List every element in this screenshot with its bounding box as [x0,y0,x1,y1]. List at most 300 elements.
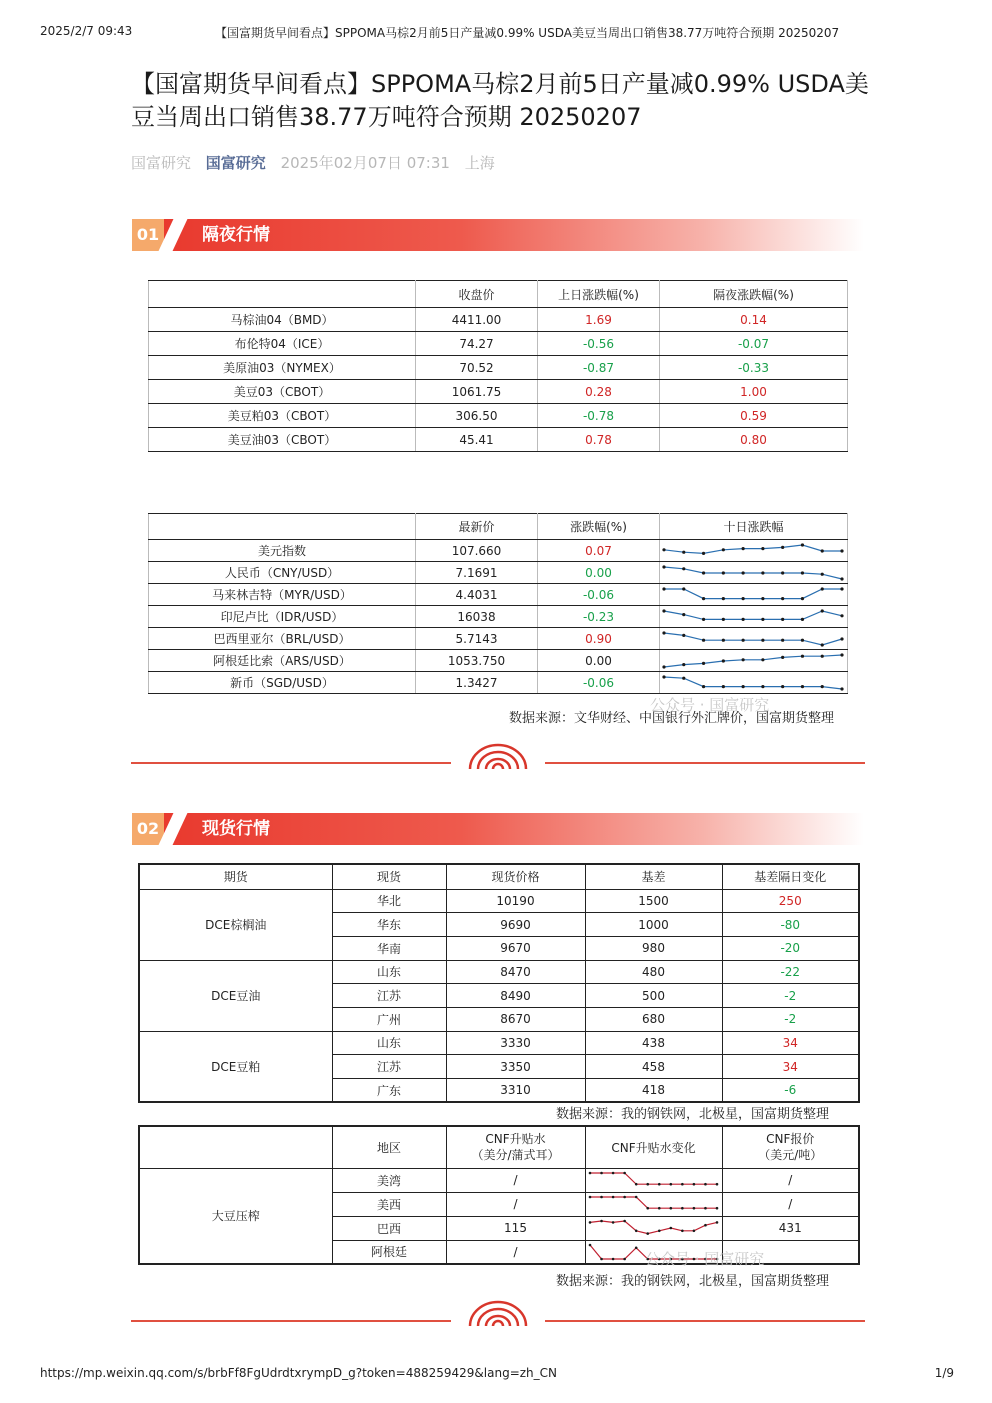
trend-point [681,1207,684,1210]
trend-point [761,638,764,641]
basis-change: 34 [722,1031,859,1055]
trend-point [742,658,745,661]
spot-region: 广州 [332,1007,446,1031]
trend-point [761,571,764,574]
trend-point [623,1220,626,1223]
basis: 680 [585,1007,722,1031]
basis: 980 [585,936,722,960]
trend-line [664,677,842,689]
trend-point [600,1196,603,1199]
ten-day-sparkline [660,585,846,605]
column-header: 上日涨跌幅(%) [538,281,660,308]
divider-line-right [545,762,865,764]
table-row [149,606,848,628]
overnight-change: 1.00 [660,380,848,404]
trend-point [781,638,784,641]
trend-point [722,597,725,600]
currency-name: 美元指数 [149,540,416,562]
column-header: CNF升贴水 （美分/蒲式耳） [446,1126,585,1168]
trend-point [722,638,725,641]
article-meta [131,152,505,173]
trend-point [646,1183,649,1186]
cnf-trend-cell [585,1216,722,1240]
close-price: 1061.75 [416,380,538,404]
close-price: 70.52 [416,356,538,380]
section-number: 01 [132,219,164,251]
trend-point [702,571,705,574]
ten-day-trend-cell [660,562,848,584]
origin-region: 阿根廷 [332,1240,446,1264]
currency-name: 印尼卢比（IDR/USD） [149,606,416,628]
watermark: 公众号 · 国富研究 [645,1250,765,1268]
ten-day-trend-cell [660,584,848,606]
table-row [149,404,848,428]
trend-point [715,1207,718,1210]
cnf-premium-table [138,1125,860,1265]
trend-point [781,685,784,688]
trend-point [722,571,725,574]
column-header: 基差隔日变化 [722,864,859,889]
trend-point [588,1221,591,1224]
cnf-sparkline [586,1217,721,1239]
trend-point [781,597,784,600]
print-datetime: 2025/2/7 09:43 [40,24,133,38]
cnf-premium: / [446,1192,585,1216]
trend-point [682,676,685,679]
currency-name: 人民币（CNY/USD） [149,562,416,584]
cnf-sparkline [586,1169,721,1191]
data-source-note: 数据来源：我的钢铁网，北极星，国富期货整理 [556,1107,830,1122]
trend-point [634,1183,637,1186]
column-header [139,1126,332,1168]
trend-point [682,550,685,553]
basis: 500 [585,984,722,1008]
trend-point [657,1207,660,1210]
latest-price: 4.4031 [416,584,538,606]
instrument-name: 美豆03（CBOT） [149,380,416,404]
basis: 438 [585,1031,722,1055]
trend-point [682,663,685,666]
change-pct: -0.23 [538,606,660,628]
origin-region: 美湾 [332,1168,446,1192]
ten-day-sparkline [660,607,846,627]
spot-region: 江苏 [332,1055,446,1079]
trend-point [840,614,843,617]
basis-change: 34 [722,1055,859,1079]
basis-change: -20 [722,936,859,960]
change-pct: -0.06 [538,672,660,694]
overnight-change: -0.33 [660,356,848,380]
trend-point [715,1221,718,1224]
cnf-sparkline [586,1193,721,1215]
spot-price: 3330 [446,1031,585,1055]
trend-point [761,617,764,620]
basis-change: -22 [722,960,859,984]
trend-point [662,548,665,551]
spot-price: 8470 [446,960,585,984]
trend-point [600,1220,603,1223]
trend-point [588,1172,591,1175]
close-price: 306.50 [416,404,538,428]
spot-price: 8490 [446,984,585,1008]
trend-point [682,633,685,636]
spot-price-table [138,863,860,1103]
section-title: 隔夜行情 [202,225,270,245]
divider-line-left [131,762,451,764]
instrument-name: 美豆油03（CBOT） [149,428,416,452]
table-row [149,562,848,584]
trend-point [682,613,685,616]
spot-price: 10190 [446,889,585,913]
instrument-name: 布伦特04（ICE） [149,332,416,356]
trend-point [669,1183,672,1186]
divider-line-left [131,1320,451,1322]
trend-point [742,685,745,688]
table-row [149,672,848,694]
futures-contract: DCE棕榈油 [139,889,332,960]
trend-point [692,1207,695,1210]
trend-point [662,631,665,634]
table-row [149,584,848,606]
close-price: 45.41 [416,428,538,452]
trend-point [623,1172,626,1175]
section-number: 02 [132,813,164,845]
latest-price: 5.7143 [416,628,538,650]
change-pct: 0.00 [538,562,660,584]
trend-point [669,1227,672,1230]
spot-region: 华北 [332,889,446,913]
trend-point [702,597,705,600]
ten-day-sparkline [660,651,846,671]
cnf-premium: / [446,1240,585,1264]
table-row [149,356,848,380]
cnf-premium: 115 [446,1216,585,1240]
trend-point [722,617,725,620]
instrument-name: 马棕油04（BMD） [149,308,416,332]
column-header: CNF报价 （美元/吨） [722,1126,859,1168]
trend-point [821,609,824,612]
table-row [139,1168,859,1192]
instrument-name: 美豆粕03（CBOT） [149,404,416,428]
trend-point [742,597,745,600]
spot-price: 9670 [446,936,585,960]
trend-point [692,1183,695,1186]
change-pct: -0.06 [538,584,660,606]
column-header [149,514,416,540]
trend-point [681,1183,684,1186]
trend-point [781,545,784,548]
column-header: 基差 [585,864,722,889]
cnf-trend-cell [585,1168,722,1192]
trend-point [657,1230,660,1233]
change-pct: 0.90 [538,628,660,650]
trend-point [781,655,784,658]
column-header: 十日涨跌幅 [660,514,848,540]
trend-line [664,567,842,579]
trend-point [781,571,784,574]
table-row [149,332,848,356]
spot-region: 华南 [332,936,446,960]
cloud-ornament-icon [466,740,530,770]
column-header: 涨跌幅(%) [538,514,660,540]
trend-point [840,687,843,690]
overnight-change: 0.80 [660,428,848,452]
overnight-change: -0.07 [660,332,848,356]
trend-point [588,1196,591,1199]
trend-point [722,548,725,551]
publish-date: 2025年02月07日 07:31 [280,154,450,172]
column-header: 现货 [332,864,446,889]
table-row [149,308,848,332]
basis-change: 250 [722,889,859,913]
data-source-note: 数据来源：文华财经、中国银行外汇牌价，国富期货整理 [509,711,835,726]
trend-point [634,1246,637,1249]
print-doc-title: 【国富期货早间看点】SPPOMA马棕2月前5日产量减0.99% USDA美豆当周出口销售38.77万吨符合预期 20250207 [215,26,840,40]
trend-point [821,685,824,688]
trend-point [682,567,685,570]
author: 国富研究 [131,154,192,172]
trend-line [664,633,842,645]
prev-day-change: -0.56 [538,332,660,356]
trend-point [702,685,705,688]
column-header [149,281,416,308]
trend-point [821,549,824,552]
column-header: CNF升贴水变化 [585,1126,722,1168]
spot-price: 9690 [446,913,585,937]
trend-point [682,587,685,590]
trend-line [664,655,842,667]
prev-day-change: -0.78 [538,404,660,428]
print-page-number: 1/9 [934,1366,954,1380]
trend-point [702,661,705,664]
trend-point [702,551,705,554]
trend-point [840,587,843,590]
spot-price: 3350 [446,1055,585,1079]
trend-point [646,1232,649,1235]
overnight-quotes-table [148,280,848,452]
trend-point [742,571,745,574]
column-header: 收盘价 [416,281,538,308]
basis-change: -80 [722,913,859,937]
trend-point [623,1196,626,1199]
column-header: 现货价格 [446,864,585,889]
trend-line [664,611,842,619]
currency-name: 马来林吉特（MYR/USD） [149,584,416,606]
prev-day-change: -0.87 [538,356,660,380]
trend-point [722,685,725,688]
basis-change: -2 [722,984,859,1008]
overnight-change: 0.14 [660,308,848,332]
cnf-quote: 431 [722,1216,859,1240]
data-source-note: 数据来源：我的钢铁网，北极星，国富期货整理 [556,1274,830,1289]
trend-point [801,638,804,641]
table-row [149,540,848,562]
column-header: 最新价 [416,514,538,540]
trend-point [761,658,764,661]
change-pct: 0.07 [538,540,660,562]
table-row [139,960,859,984]
trend-point [742,638,745,641]
ten-day-trend-cell [660,672,848,694]
spot-price: 3310 [446,1079,585,1103]
cnf-quote: / [722,1192,859,1216]
prev-day-change: 0.28 [538,380,660,404]
spot-region: 山东 [332,1031,446,1055]
spot-region: 山东 [332,960,446,984]
table-row [149,650,848,672]
trend-point [840,577,843,580]
table-row [149,428,848,452]
trend-point [588,1243,591,1246]
trend-line [590,1173,717,1184]
crush-group: 大豆压榨 [139,1168,332,1264]
origin-region: 美西 [332,1192,446,1216]
ten-day-sparkline [660,541,846,561]
trend-point [704,1207,707,1210]
trend-line [664,545,842,553]
latest-price: 7.1691 [416,562,538,584]
trend-point [704,1224,707,1227]
spot-region: 广东 [332,1079,446,1103]
trend-point [702,617,705,620]
trend-point [702,638,705,641]
divider-line-right [545,1320,865,1322]
latest-price: 107.660 [416,540,538,562]
ten-day-sparkline [660,673,846,693]
trend-point [761,685,764,688]
table-row [139,889,859,913]
close-price: 74.27 [416,332,538,356]
trend-point [761,597,764,600]
trend-point [662,587,665,590]
latest-price: 16038 [416,606,538,628]
trend-point [715,1183,718,1186]
trend-point [742,617,745,620]
currency-name: 新币（SGD/USD） [149,672,416,694]
ten-day-trend-cell [660,628,848,650]
trend-line [664,589,842,599]
latest-price: 1.3427 [416,672,538,694]
publish-location: 上海 [464,154,495,172]
trend-point [662,609,665,612]
trend-point [662,675,665,678]
trend-point [692,1230,695,1233]
basis-change: -2 [722,1007,859,1031]
trend-point [821,587,824,590]
column-header: 隔夜涨跌幅(%) [660,281,848,308]
table-row [149,380,848,404]
trend-point [761,547,764,550]
instrument-name: 美原油03（NYMEX） [149,356,416,380]
account-link[interactable]: 国富研究 [205,154,266,172]
watermark: 公众号 · 国富研究 [650,696,770,714]
cloud-ornament-icon [466,1297,530,1327]
ten-day-trend-cell [660,606,848,628]
basis: 418 [585,1079,722,1103]
table-row [139,1031,859,1055]
trend-point [821,572,824,575]
trend-point [801,685,804,688]
spot-price: 8670 [446,1007,585,1031]
currency-name: 巴西里亚尔（BRL/USD） [149,628,416,650]
trend-point [600,1172,603,1175]
article-title: 【国富期货早间看点】SPPOMA马棕2月前5日产量减0.99% USDA美豆当周出口销售38.77万吨符合预期 20250207 [131,70,869,131]
close-price: 4411.00 [416,308,538,332]
futures-contract: DCE豆粕 [139,1031,332,1102]
spot-region: 江苏 [332,984,446,1008]
ten-day-sparkline [660,563,846,583]
prev-day-change: 0.78 [538,428,660,452]
trend-point [801,597,804,600]
trend-point [681,1230,684,1233]
basis: 1000 [585,913,722,937]
latest-price: 1053.750 [416,650,538,672]
column-header: 期货 [139,864,332,889]
trend-point [781,617,784,620]
ten-day-sparkline [660,629,846,649]
overnight-change: 0.59 [660,404,848,428]
trend-line [590,1221,717,1234]
basis: 1500 [585,889,722,913]
trend-point [600,1257,603,1260]
trend-point [801,543,804,546]
trend-point [611,1172,614,1175]
cnf-trend-cell [585,1192,722,1216]
fx-quotes-table [148,513,848,694]
trend-point [662,665,665,668]
trend-point [801,617,804,620]
trend-point [722,659,725,662]
trend-point [801,571,804,574]
trend-point [821,654,824,657]
trend-point [646,1207,649,1210]
currency-name: 阿根廷比索（ARS/USD） [149,650,416,672]
futures-contract: DCE豆油 [139,960,332,1031]
change-pct: 0.00 [538,650,660,672]
trend-point [840,549,843,552]
cnf-quote: / [722,1168,859,1192]
trend-point [611,1196,614,1199]
print-url: https://mp.weixin.qq.com/s/brbFf8FgUdrdtxrympD_g?token=488259429&lang=zh_CN [40,1366,558,1380]
trend-point [840,653,843,656]
column-header: 地区 [332,1126,446,1168]
ten-day-trend-cell [660,650,848,672]
origin-region: 巴西 [332,1216,446,1240]
trend-point [623,1257,626,1260]
ten-day-trend-cell [660,540,848,562]
trend-point [821,643,824,646]
trend-point [669,1207,672,1210]
trend-point [634,1230,637,1233]
trend-point [801,654,804,657]
trend-point [611,1257,614,1260]
trend-line [590,1197,717,1208]
table-row [149,628,848,650]
trend-point [704,1183,707,1186]
cnf-premium: / [446,1168,585,1192]
section-title: 现货行情 [202,819,270,839]
trend-point [657,1183,660,1186]
basis: 480 [585,960,722,984]
trend-point [662,565,665,568]
spot-region: 华东 [332,913,446,937]
basis-change: -6 [722,1079,859,1103]
basis: 458 [585,1055,722,1079]
trend-point [742,547,745,550]
prev-day-change: 1.69 [538,308,660,332]
trend-point [840,637,843,640]
trend-point [634,1196,637,1199]
